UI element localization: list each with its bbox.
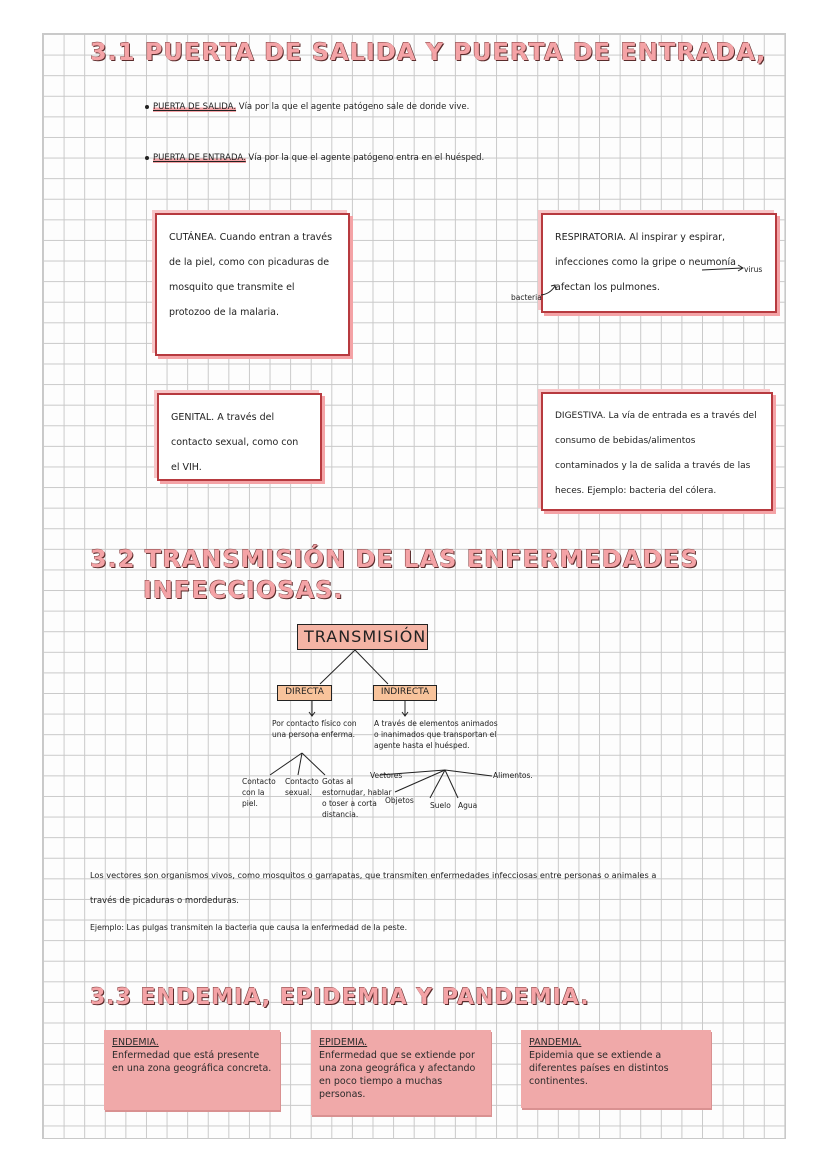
box-text: Cuando entran a través de la piel, como con picaduras de mosquito que transmite el protozoo de la malaria. bbox=[169, 232, 333, 318]
bullet-text: Vía por la que el agente patógeno entra en el huésped. bbox=[245, 153, 485, 163]
box-term: DIGESTIVA. bbox=[555, 411, 606, 421]
annotation-virus: virus bbox=[744, 265, 763, 274]
diagram-leaf-vectores: Vectores bbox=[370, 771, 403, 780]
box-term: RESPIRATORIA. bbox=[555, 232, 627, 243]
box-term: CUTÁNEA. bbox=[169, 232, 217, 243]
diagram-leaf-alimentos: Alimentos. bbox=[493, 771, 533, 780]
bullet-text: Vía por la que el agente patógeno sale de donde vive. bbox=[236, 102, 470, 112]
box-digestiva bbox=[541, 392, 773, 511]
box-text: La vía de entrada es a través del consumo de bebidas/alimentos contaminados y la de salida a través de las heces. Ejemplo: bacteria del cólera. bbox=[555, 411, 757, 496]
card-endemia bbox=[104, 1030, 280, 1110]
card-title: PANDEMIA. bbox=[529, 1037, 582, 1048]
box-text: Al inspirar y espirar, infecciones como la gripe o neumonía afectan los pulmones. bbox=[555, 232, 736, 293]
paragraph-ejemplo: Ejemplo: Las pulgas transmiten la bacteria que causa la enfermedad de la peste. bbox=[90, 923, 408, 932]
diagram-indirecta-desc: A través de elementos animados o inanimados que transportan el agente hasta el huésped. bbox=[374, 719, 498, 750]
bullet-icon bbox=[145, 156, 149, 160]
annotation-bacteria: bacteria bbox=[511, 293, 542, 302]
diagram-leaf-contacto-piel: Contacto con la piel. bbox=[242, 777, 276, 808]
arrow-bacteria-icon bbox=[540, 282, 560, 298]
diagram-root-transmision: TRANSMISIÓN bbox=[297, 624, 428, 650]
diagram-leaf-gotas: Gotas al estornudar, hablar o toser a corta distancia. bbox=[322, 777, 392, 819]
card-text: Enfermedad que está presente en una zona geográfica concreta. bbox=[112, 1050, 272, 1074]
section-title-3-3: 3.3 ENDEMIA, EPIDEMIA Y PANDEMIA. bbox=[90, 985, 590, 1010]
arrow-virus-icon bbox=[700, 262, 746, 276]
box-genital bbox=[157, 393, 322, 481]
section-title-3-2-line2: INFECCIOSAS. bbox=[143, 576, 344, 604]
section-title-3-1: 3.1 PUERTA DE SALIDA Y PUERTA DE ENTRADA, bbox=[90, 38, 767, 66]
paragraph-vectores-cont: través de picaduras o mordeduras. bbox=[90, 896, 239, 906]
bullet-term: PUERTA DE SALIDA. bbox=[153, 102, 237, 112]
diagram-leaf-suelo: Suelo bbox=[430, 801, 451, 810]
diagram-node-indirecta: INDIRECTA bbox=[373, 685, 437, 701]
card-text: Enfermedad que se extiende por una zona geográfica y afectando en poco tiempo a muchas personas. bbox=[319, 1050, 476, 1100]
diagram-directa-desc: Por contacto físico con una persona enferma. bbox=[272, 719, 357, 739]
card-text: Epidemia que se extiende a diferentes países en distintos continentes. bbox=[529, 1050, 669, 1087]
diagram-node-directa: DIRECTA bbox=[277, 685, 332, 701]
bullet-puerta-entrada bbox=[145, 153, 484, 163]
card-epidemia bbox=[311, 1030, 491, 1115]
diagram-leaf-contacto-sexual: Contacto sexual. bbox=[285, 777, 319, 797]
box-text: A través del contacto sexual, como con el VIH. bbox=[171, 412, 299, 473]
card-title: EPIDEMIA. bbox=[319, 1037, 368, 1048]
diagram-leaf-objetos: Objetos bbox=[385, 796, 414, 805]
bullet-puerta-salida bbox=[145, 102, 469, 112]
diagram-leaf-agua: Agua bbox=[458, 801, 478, 810]
bullet-icon bbox=[145, 105, 149, 109]
paragraph-vectores: Los vectores son organismos vivos, como mosquitos o garrapatas, que transmiten enfermedades infecciosas entre personas o animales a bbox=[90, 870, 657, 880]
card-pandemia bbox=[521, 1030, 711, 1108]
section-title-3-2: 3.2 TRANSMISIÓN DE LAS ENFERMEDADES bbox=[90, 545, 699, 573]
box-cutanea bbox=[155, 213, 350, 356]
box-term: GENITAL. bbox=[171, 412, 215, 423]
card-title: ENDEMIA. bbox=[112, 1037, 159, 1048]
bullet-term: PUERTA DE ENTRADA. bbox=[153, 153, 246, 163]
